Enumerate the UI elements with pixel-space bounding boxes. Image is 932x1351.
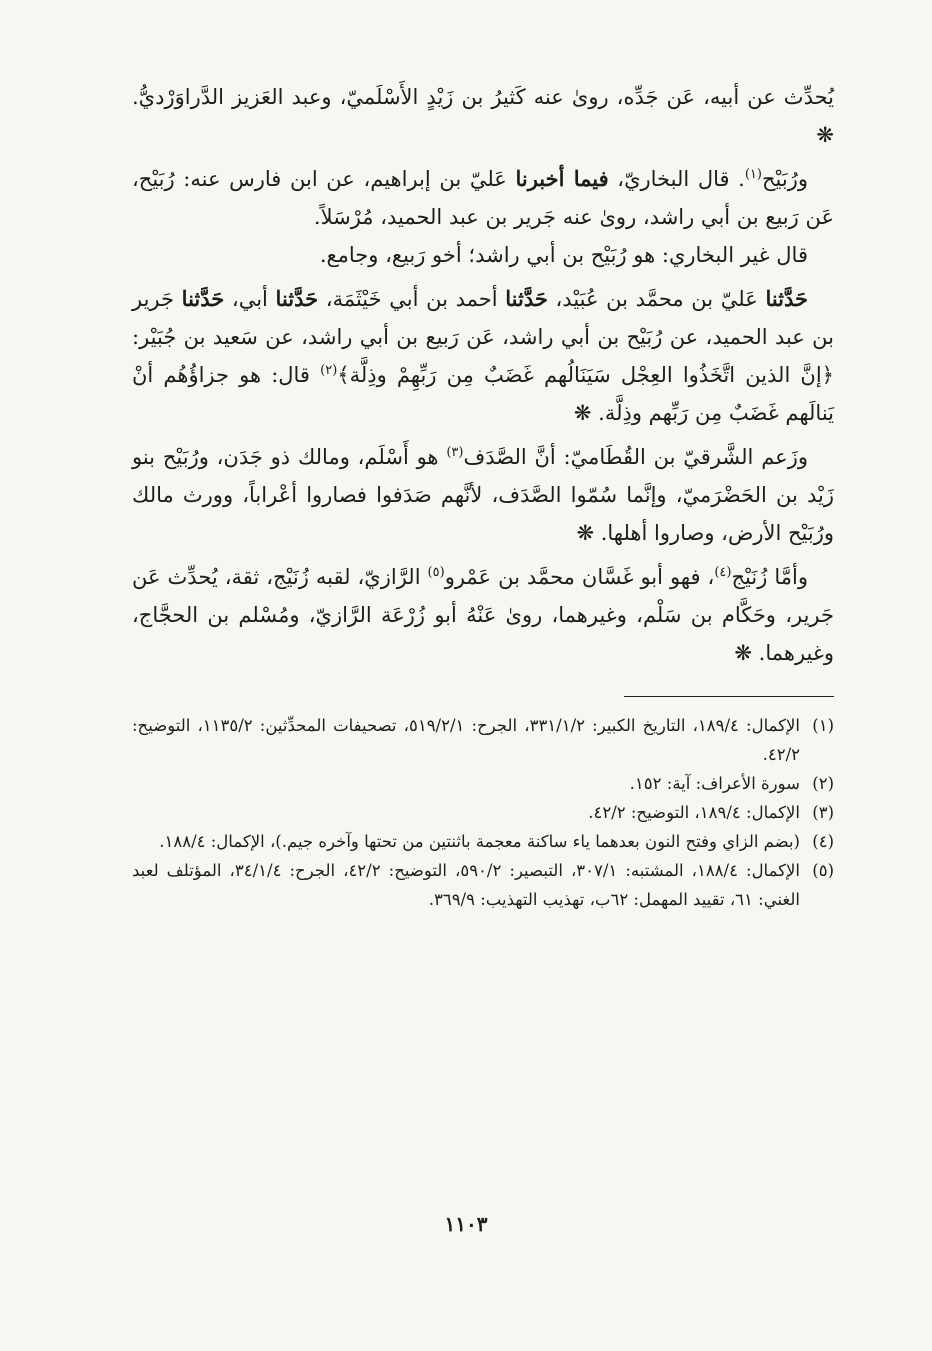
footnote-5	[132, 856, 834, 914]
paragraph-4-bold-3: حَدَّثنا	[275, 286, 319, 311]
paragraph-1-text: يُحدِّث عن أبيه، عَن جَدِّه، روىٰ عنه كَثيرُ بن زَيْدٍ الأَسْلَميّ، وعبد العَزيز الدَّراوَرْديُّ. ❋	[132, 85, 834, 147]
paragraph-2-text-a: ورُبَيْح	[761, 167, 808, 191]
footnote-text: الإكمال: ١٨٨/٤، المشتبه: ٣٠٧/١، التبصير: ٥٩٠/٢، التوضيح: ٤٢/٢، الجرح: ٣٤/١/٤، المؤتلف لعبد الغني: ٦١، تقييد المهمل: ٦٢ب، تهذيب التهذيب: ٣٦٩/٩.	[132, 861, 800, 909]
paragraph-4-text-e: قال: هو جزاؤُهُم أنْ يَنالَهم غَضَبٌ مِن رَبِّهم وذِلَّة. ❋	[132, 363, 834, 425]
paragraph-4-text-c: أبي،	[224, 287, 276, 311]
paragraph-4-text-a: عَليّ بن محمَّد بن عُبَيْد،	[547, 287, 766, 311]
footnote-number: (٤)	[812, 832, 834, 851]
footnote-2	[132, 769, 834, 798]
footnote-ref-1[interactable]: (١)	[744, 167, 762, 182]
paragraph-3	[132, 236, 834, 274]
footnote-4	[132, 827, 834, 856]
paragraph-4	[132, 280, 834, 432]
footnote-number: (٥)	[812, 861, 834, 880]
paragraph-2-bold: فيما أخبرنا	[515, 166, 609, 191]
paragraph-5	[132, 438, 834, 552]
footnote-text: الإكمال: ١٨٩/٤، التوضيح: ٤٢/٢.	[588, 803, 800, 822]
footnote-ref-3[interactable]: (٣)	[446, 445, 464, 460]
main-text	[132, 78, 834, 672]
footnote-number: (١)	[812, 716, 834, 735]
paragraph-4-bold-2: حَدَّثنا	[505, 286, 548, 311]
footnote-separator	[624, 696, 834, 697]
paragraph-4-bold-1: حَدَّثنا	[765, 286, 809, 311]
footnote-3	[132, 798, 834, 827]
paragraph-4-bold-4: حَدَّثنا	[181, 286, 225, 311]
paragraph-3-text: قال غير البخاري: هو رُبَيْح بن أبي راشد؛ أخو رَبيع، وجامع.	[319, 243, 808, 267]
footnote-1	[132, 711, 834, 769]
paragraph-2-text-b: . قال البخاريّ،	[608, 167, 745, 191]
footnote-ref-4[interactable]: (٤)	[714, 565, 732, 580]
footnote-text: (بضم الزاي وفتح النون بعدهما ياء ساكنة معجمة باثنتين من تحتها وآخره جيم.)، الإكمال: ١٨٨/٤.	[159, 832, 800, 851]
page-number: ١١٠٣	[444, 1212, 488, 1236]
footnote-text: سورة الأعراف: آية: ١٥٢.	[629, 774, 800, 793]
paragraph-6	[132, 558, 834, 672]
paragraph-6-text-b: ، فهو أبو غَسَّان محمَّد بن عَمْرو	[444, 565, 715, 589]
footnote-number: (٣)	[812, 803, 834, 822]
footnote-ref-2[interactable]: (٢)	[320, 363, 338, 378]
paragraph-4-text-b: أحمد بن أبي خَيْثَمَة،	[318, 287, 506, 311]
paragraph-2	[132, 160, 834, 236]
footnote-text: الإكمال: ١٨٩/٤، التاريخ الكبير: ٣٣١/١/٢، الجرح: ٥١٩/٢/١، تصحيفات المحدِّثين: ١١٣٥/٢، التوضيح: ٤٢/٢.	[132, 716, 801, 764]
paragraph-6-text-c: الرَّازيّ، لقبه زُنَيْج، ثقة، يُحدِّث عَن جَرير، وحَكَّام بن سَلْم، وغيرهما، روىٰ عَنْهُ أبو زُرْعَة الرَّازيّ، ومُسْلم بن الحجَّاج، وغيرهما. ❋	[132, 565, 834, 665]
footnote-number: (٢)	[812, 774, 834, 793]
footnotes	[132, 711, 834, 914]
paragraph-2-text-c: عَليّ بن إبراهيم، عن ابن فارس عنه: رُبَيْح، عَن رَبيع بن أبي راشد، روىٰ عنه جَرير بن عبد الحميد، مُرْسَلاً.	[132, 167, 834, 229]
footnote-ref-5[interactable]: (٥)	[427, 565, 445, 580]
paragraph-6-text-a: وأمَّا زُنَيْج	[731, 565, 808, 589]
paragraph-5-text-b: هو أَسْلَم، ومالك ذو جَدَن، ورُبَيْح بنو زَيْد بن الحَضْرَميّ، وإنَّما سُمّوا الصَّدَف، لأنَّهم صَدَفوا فصاروا أعْراباً، وورث مالك ورُبَيْح الأرض، وصاروا أهلها. ❋	[132, 445, 834, 545]
paragraph-4-text-d: جَرير بن عبد الحميد، عن رُبَيْح بن أبي راشد، عَن رَبيع بن أبي راشد، عن سَعيد بن جُبَيْر: ﴿إنَّ الذين اتَّخَذُوا العِجْل سَيَنَالُهم غَضَبٌ مِن رَبِّهِمْ وذِلَّة﴾	[132, 287, 834, 387]
paragraph-1	[132, 78, 834, 154]
paragraph-5-text-a: وزَعم الشَّرقيّ بن القُطَاميّ: أنَّ الصَّدَف	[463, 445, 808, 469]
